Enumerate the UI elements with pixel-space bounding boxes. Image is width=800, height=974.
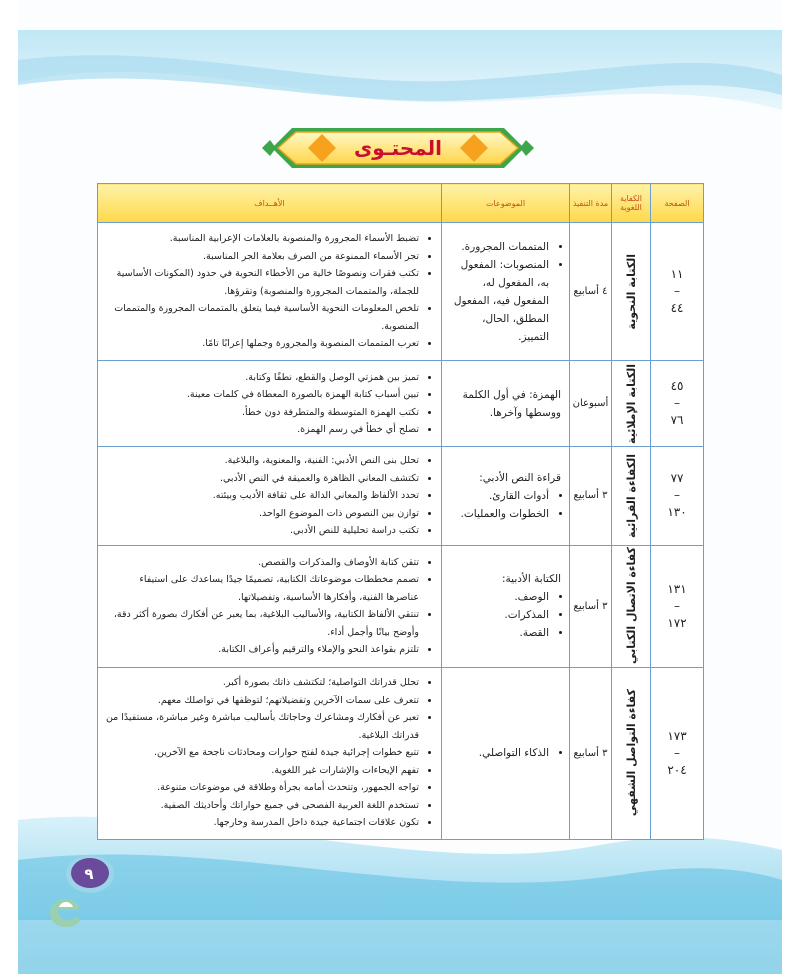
objective-item: • تواجه الجمهور، وتتحدث أمامه بجرأة وطلاقة في موضوعات متنوعة.	[104, 779, 419, 797]
page-dash: –	[674, 396, 680, 410]
table-row	[98, 447, 704, 546]
objective-item: • تميز بين همزتي الوصل والقطع، نطقًا وكتابة.	[104, 369, 419, 387]
topics-cell	[442, 223, 570, 361]
objectives-cell	[98, 361, 442, 447]
objectives-cell	[98, 667, 442, 839]
topics-cell	[442, 361, 570, 447]
page-end: ١٣٠	[667, 505, 687, 520]
objectives-cell	[98, 447, 442, 546]
objective-item: • تصمم مخططات موضوعاتك الكتابية، تصميمًا جيدًا يساعدك على استيفاء عناصرها الفنية، وأفكارها الأساسية، وتفصيلاتها.	[104, 571, 419, 606]
objective-item: • تفهم الإيحاءات والإشارات غير اللغوية.	[104, 762, 419, 780]
page-range-cell	[651, 361, 704, 447]
duration-cell: ٣ أسابيع	[570, 667, 612, 839]
objective-item: • توازن بين النصوص ذات الموضوع الواحد.	[104, 505, 419, 523]
competency-label: كفاءة الاتصال الكتابي	[624, 547, 638, 665]
objective-item: • تجر الأسماء الممنوعة من الصرف بعلامة الجر المناسبة.	[104, 248, 419, 266]
competency-label: الكتابة النحوية	[624, 253, 638, 330]
page-range-cell	[651, 447, 704, 546]
page-end: ٧٦	[670, 413, 684, 427]
competency-cell	[612, 545, 651, 667]
header-competency: الكفاية اللغوية	[612, 184, 651, 223]
topic-item: • المتممات المجرورة.	[450, 238, 549, 256]
page-dash: –	[674, 745, 680, 760]
objective-item: • تكتب دراسة تحليلية للنص الأدبي.	[104, 522, 419, 540]
page-end: ٢٠٤	[667, 762, 687, 777]
page-dash: –	[674, 284, 680, 298]
topic-item: • المنصوبات: المفعول به، المفعول له، المفعول فيه، المفعول المطلق، الحال، التمييز.	[450, 256, 549, 346]
objective-item: • تحدد الألفاظ والمعاني الدالة على ثقافة الأديب وبيئته.	[104, 487, 419, 505]
objective-item: • تستخدم اللغة العربية الفصحى في جميع حواراتك وأحاديثك الصفية.	[104, 797, 419, 815]
duration-cell: ٤ أسابيع	[570, 223, 612, 361]
topic-item: قراءة النص الأدبي:	[479, 471, 561, 484]
page-start: ١١	[670, 267, 684, 281]
objective-item: • تحلل بنى النص الأدبي: الفنية، والمعنوية، والبلاغية.	[104, 452, 419, 470]
topic-item: • المذكرات.	[450, 606, 549, 624]
objective-item: • تضبط الأسماء المجرورة والمنصوبة بالعلامات الإعرابية المناسبة.	[104, 230, 419, 248]
objective-item: • تتعرف على سمات الآخرين وتفضيلاتهم؛ لتوظفها في تواصلك معهم.	[104, 692, 419, 710]
page-start: ١٧٣	[667, 728, 687, 743]
table-row	[98, 545, 704, 667]
objective-item: • تكون علاقات اجتماعية جيدة داخل المدرسة وخارجها.	[104, 814, 419, 832]
page-dash: –	[674, 598, 680, 613]
competency-label: الكتابة الإملائية	[624, 363, 638, 444]
header-objectives: الأهــداف	[98, 184, 442, 223]
page-number: ٩	[84, 865, 94, 883]
competency-label: الكفاءة القرائية	[624, 453, 638, 538]
topics-cell	[442, 447, 570, 546]
objective-item: • تعبر عن أفكارك ومشاعرك وحاجاتك بأساليب مباشرة وغير مباشرة، مستفيدًا من قدراتك البلاغية.	[104, 709, 419, 744]
table-row	[98, 223, 704, 361]
objective-item: • تلتزم بقواعد النحو والإملاء والترقيم وأعراف الكتابة.	[104, 641, 419, 659]
page-start: ٧٧	[670, 471, 684, 486]
objective-item: • تلخص المعلومات النحوية الأساسية فيما يتعلق بالمتممات المجرورة والمتممات المنصوبة.	[104, 300, 419, 335]
page-end: ١٧٢	[667, 615, 687, 630]
topic-item: • الخطوات والعمليات.	[450, 505, 549, 523]
competency-cell	[612, 223, 651, 361]
table-row	[98, 361, 704, 447]
objective-item: • تكتب الهمزة المتوسطة والمتطرفة دون خطأ.	[104, 404, 419, 422]
objective-item: • تتبع خطوات إجرائية جيدة لفتح حوارات ومحادثات ناجحة مع الآخرين.	[104, 744, 419, 762]
page-range-cell	[651, 223, 704, 361]
header-page: الصفحة	[651, 184, 704, 223]
topic-item: • أدوات القارئ.	[450, 487, 549, 505]
table-row	[98, 667, 704, 839]
duration-cell: أسبوعان	[570, 361, 612, 447]
competency-cell	[612, 361, 651, 447]
topic-item: • القصة.	[450, 624, 549, 642]
duration-cell: ٣ أسابيع	[570, 545, 612, 667]
table-header-row	[98, 184, 704, 223]
objective-item: • تبين أسباب كتابة الهمزة بالصورة المعطاة في كلمات معينة.	[104, 386, 419, 404]
content-table	[97, 183, 704, 840]
objectives-cell	[98, 545, 442, 667]
competency-cell	[612, 447, 651, 546]
page-start: ١٣١	[667, 581, 687, 596]
header-topics: الموضوعات	[442, 184, 570, 223]
objective-item: • تصلح أي خطأ في رسم الهمزة.	[104, 421, 419, 439]
page-end: ٤٤	[670, 301, 684, 315]
topic-item: • الوصف.	[450, 588, 549, 606]
competency-cell	[612, 667, 651, 839]
page-title: المحتـوى	[353, 136, 443, 160]
page-dash: –	[674, 488, 680, 503]
page-range-cell	[651, 667, 704, 839]
page-start: ٤٥	[670, 379, 684, 393]
page-range-cell	[651, 545, 704, 667]
objective-item: • تكتشف المعاني الظاهرة والعميقة في النص الأدبي.	[104, 470, 419, 488]
objective-item: • تعرب المتممات المنصوبة والمجرورة وجملها إعرابًا تامًا.	[104, 335, 419, 353]
objectives-cell	[98, 223, 442, 361]
duration-cell: ٣ أسابيع	[570, 447, 612, 546]
topics-cell	[442, 667, 570, 839]
objective-item: • تنتقي الألفاظ الكتابية، والأساليب البلاغية، بما يعبر عن أفكارك بصورة أكثر دقة، وأوضح بيانًا وأجمل أداء.	[104, 606, 419, 641]
objective-item: • تحلل قدراتك التواصلية؛ لتكتشف ذاتك بصورة أكبر.	[104, 674, 419, 692]
topic-item: • الذكاء التواصلي.	[450, 744, 549, 762]
topic-item: الهمزة: في أول الكلمة ووسطها وآخرها.	[462, 388, 561, 419]
objective-item: • تتقن كتابة الأوصاف والمذكرات والقصص.	[104, 554, 419, 572]
topics-cell	[442, 545, 570, 667]
objective-item: • تكتب فقرات ونصوصًا خالية من الأخطاء النحوية في حدود (المكونات الأساسية للجملة، والمتممات المجرورة والمنصوبة) وتقرؤها.	[104, 265, 419, 300]
competency-label: كفاءة التواصل الشفهي	[624, 689, 638, 817]
topic-item: الكتابة الأدبية:	[501, 573, 561, 585]
header-duration: مدة التنفيذ	[570, 184, 612, 223]
publisher-logo-icon	[44, 896, 84, 930]
